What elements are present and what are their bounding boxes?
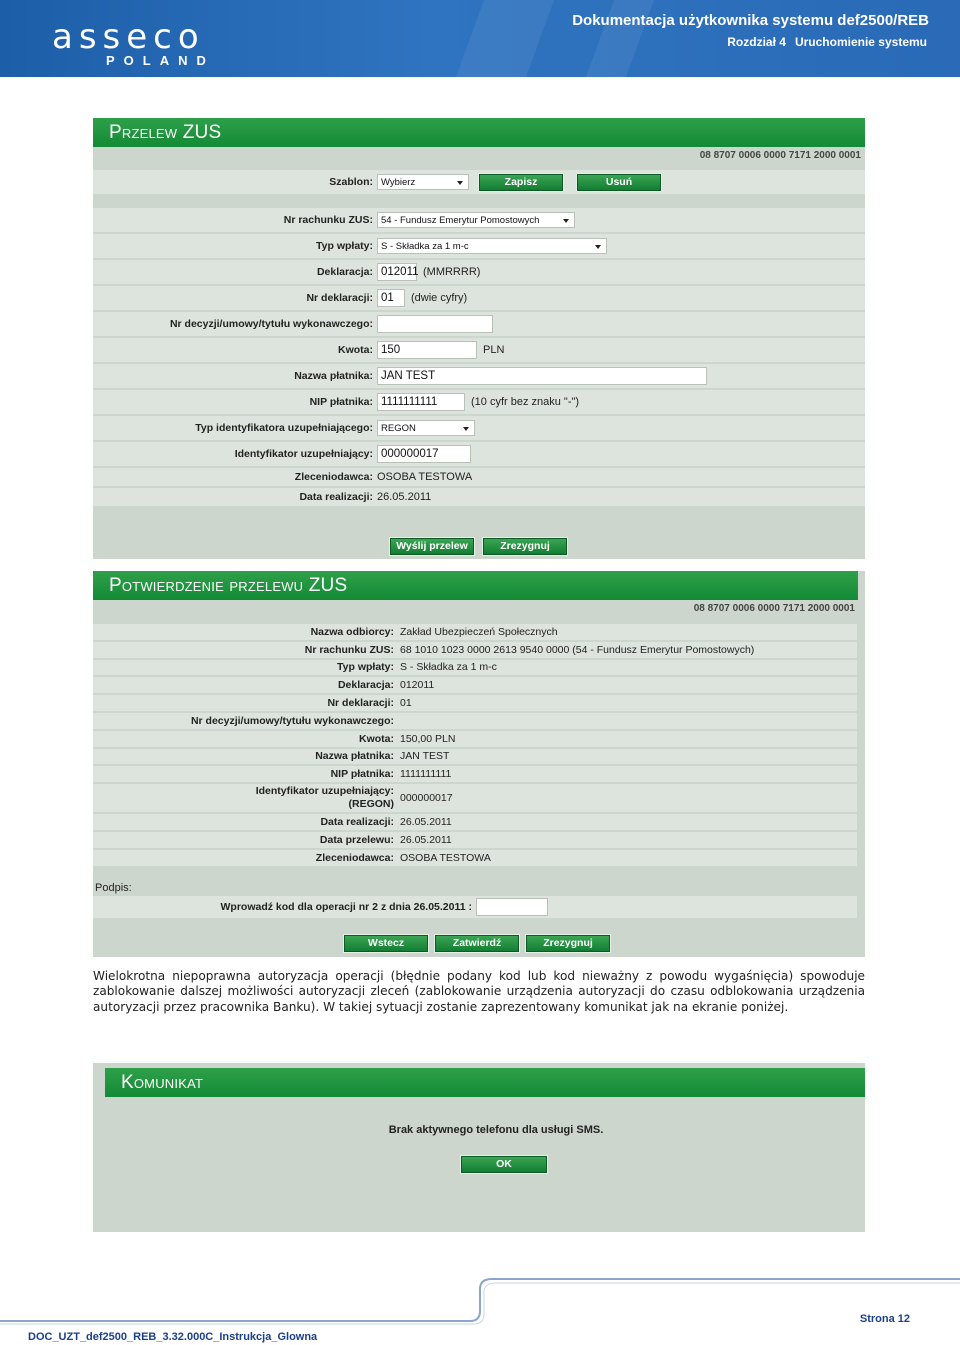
panel-title-text: Komunikat: [121, 1072, 204, 1093]
confirm-row-label: Typ wpłaty:: [337, 661, 394, 674]
cancel-transfer-button[interactable]: Zrezygnuj: [483, 538, 567, 555]
confirm-row-label: Nazwa płatnika:: [315, 750, 394, 763]
declaration-label: Deklaracja:: [316, 266, 373, 278]
decision-no-label: Nr decyzji/umowy/tytułu wykonawczego:: [169, 318, 373, 330]
confirm-row-value: 000000017: [400, 792, 453, 805]
panel-title: [93, 118, 865, 147]
asseco-logo: asseco: [52, 17, 205, 57]
cancel-confirm-button[interactable]: Zrezygnuj: [526, 935, 610, 952]
confirm-row: [93, 850, 857, 868]
confirm-row-value: 26.05.2011: [400, 833, 452, 846]
declaration-row: [93, 260, 865, 286]
document-header: [0, 0, 960, 77]
payer-name-label: Nazwa płatnika:: [294, 370, 373, 382]
payer-nip-label: NIP płatnika:: [309, 396, 373, 408]
back-button[interactable]: Wstecz: [344, 935, 428, 952]
message-text: Brak aktywnego telefonu dla usługi SMS.: [388, 1124, 604, 1136]
confirm-actions: [344, 935, 610, 952]
confirm-row-label: Deklaracja:: [337, 679, 394, 692]
supp-id-type-select[interactable]: REGON: [377, 420, 475, 436]
confirm-row: [93, 642, 857, 660]
template-label: Szablon:: [329, 176, 373, 188]
panel-title-text: Przelew ZUS: [109, 122, 222, 143]
confirm-row: [93, 731, 857, 749]
confirm-transfer-panel: [93, 571, 865, 957]
account-number: 08 8707 0006 0000 7171 2000 0001: [699, 150, 861, 161]
confirm-row: [93, 660, 857, 678]
confirm-row-label: Nr rachunku ZUS:: [304, 643, 394, 656]
declaration-no-hint: (dwie cyfry): [411, 292, 468, 304]
amount-label: Kwota:: [338, 344, 373, 356]
transfer-actions: [390, 538, 567, 555]
chapter-title: Uruchomienie systemu: [794, 35, 927, 49]
code-row: [93, 896, 857, 918]
supp-id-type-label: Typ identyfikatora uzupełniającego:: [195, 422, 373, 434]
account-zus-row: [93, 208, 865, 234]
confirm-row-value: JAN TEST: [400, 750, 450, 763]
confirm-row-value: 68 1010 1023 0000 2613 9540 0000 (54 - Fundusz Emerytur Pomostowych): [400, 643, 755, 656]
supp-id-input[interactable]: 000000017: [377, 445, 471, 463]
amount-row: [93, 338, 865, 364]
confirm-row: [93, 624, 857, 642]
supp-id-label: Identyfikator uzupełniający:: [234, 448, 373, 460]
account-number: 08 8707 0006 0000 7171 2000 0001: [693, 603, 855, 614]
page-number: Strona 12: [859, 1313, 910, 1325]
save-template-button[interactable]: Zapisz: [479, 174, 563, 191]
confirm-row-value: 150,00 PLN: [400, 732, 456, 745]
confirm-row-label: Nr deklaracji:: [327, 697, 394, 710]
amount-currency: PLN: [483, 344, 505, 356]
supp-id-row: [93, 442, 865, 468]
panel-title-text: Potwierdzenie przelewu ZUS: [109, 575, 348, 596]
header-decoration: [456, 0, 554, 77]
supp-id-type-row: [93, 416, 865, 442]
payment-type-select[interactable]: S - Składka za 1 m-c: [377, 238, 607, 254]
document-title: Dokumentacja użytkownika systemu def2500/REB: [572, 12, 929, 29]
confirm-row: [93, 695, 857, 713]
account-zus-select[interactable]: 54 - Fundusz Emerytur Pomostowych: [377, 212, 575, 228]
decision-no-input[interactable]: [377, 315, 493, 333]
declaration-no-row: [93, 286, 865, 312]
declaration-hint: (MMRRRR): [423, 266, 481, 278]
footer-decoration: [0, 1275, 960, 1335]
delete-template-button[interactable]: Usuń: [577, 174, 661, 191]
confirm-row: [93, 766, 857, 784]
decision-no-row: [93, 312, 865, 338]
confirm-button[interactable]: Zatwierdź: [435, 935, 519, 952]
payer-name-row: [93, 364, 865, 390]
amount-input[interactable]: 150: [377, 341, 477, 359]
panel-title: [93, 571, 858, 600]
confirm-row-value: S - Składka za 1 m-c: [400, 661, 497, 674]
chapter-info: [727, 35, 927, 49]
payer-nip-row: [93, 390, 865, 416]
confirm-row-value: OSOBA TESTOWA: [400, 851, 491, 864]
template-select[interactable]: Wybierz: [377, 174, 469, 190]
confirm-row-value: Zakład Ubezpieczeń Społecznych: [400, 625, 558, 638]
confirm-row: [93, 713, 857, 731]
confirm-rows: [93, 624, 857, 868]
confirm-row: [93, 749, 857, 767]
confirm-row: [93, 814, 857, 832]
document-id: DOC_UZT_def2500_REB_3.32.000C_Instrukcja_Glowna: [28, 1331, 318, 1343]
transfer-zus-panel: [93, 118, 865, 559]
orderer-row: [93, 468, 865, 488]
payment-type-label: Typ wpłaty:: [316, 240, 373, 252]
declaration-no-label: Nr deklaracji:: [306, 292, 373, 304]
confirm-row-label: Nr decyzji/umowy/tytułu wykonawczego:: [190, 714, 394, 727]
confirm-row: [93, 832, 857, 850]
asseco-logo-sub: POLAND: [106, 53, 215, 68]
payment-type-row: [93, 234, 865, 260]
confirm-row-value: 1111111111: [400, 768, 452, 781]
confirm-row-value: 012011: [400, 679, 435, 692]
confirm-row-value: 01: [400, 697, 412, 710]
confirm-row-label: Identyfikator uzupełniający: (REGON): [255, 785, 394, 811]
confirm-row-label: Zleceniodawca:: [315, 851, 394, 864]
declaration-input[interactable]: 012011: [377, 263, 417, 281]
confirm-row-label: Kwota:: [359, 732, 394, 745]
orderer-value: OSOBA TESTOWA: [377, 471, 473, 483]
orderer-label: Zleceniodawca:: [294, 471, 373, 483]
panel-title: [105, 1068, 865, 1097]
confirm-row-label: NIP płatnika:: [330, 768, 394, 781]
exec-date-row: [93, 488, 865, 508]
ok-button[interactable]: OK: [461, 1156, 547, 1173]
code-label: Wprowadź kod dla operacji nr 2 z dnia 26.05.2011 :: [220, 901, 472, 913]
confirm-row: [93, 677, 857, 695]
payer-nip-input[interactable]: 1111111111: [377, 393, 465, 411]
exec-date-value: 26.05.2011: [377, 491, 432, 503]
chapter-number: Rozdział 4: [727, 35, 786, 49]
signature-label: Podpis:: [95, 882, 132, 894]
body-paragraph: Wielokrotna niepoprawna autoryzacja operacji (błędnie podany kod lub kod nieważny z powodu wygaśnięcia) spowoduje zablokowanie dalszej możliwości autoryzacji zleceń (zablokowanie urządzenia autoryzacji do czasu odblokowania urządzenia autoryzacji przez pracownika Banku). W takiej sytuacji zostanie zaprezentowany komunikat jak na ekranie poniżej.: [93, 969, 865, 1014]
payer-name-input[interactable]: JAN TEST: [377, 367, 707, 385]
message-panel: [93, 1063, 865, 1232]
template-row: [93, 170, 865, 196]
confirm-row-label: Nazwa odbiorcy:: [310, 625, 394, 638]
account-zus-label: Nr rachunku ZUS:: [283, 214, 373, 226]
payer-nip-hint: (10 cyfr bez znaku "-"): [471, 396, 580, 408]
send-transfer-button[interactable]: Wyślij przelew: [390, 538, 474, 555]
confirm-row-label: Data przelewu:: [319, 833, 394, 846]
exec-date-label: Data realizacji:: [299, 491, 373, 503]
confirm-row: [93, 784, 857, 814]
code-input[interactable]: [476, 898, 548, 916]
confirm-row-value: 26.05.2011: [400, 816, 452, 829]
confirm-row-label: Data realizacji:: [320, 816, 394, 829]
declaration-no-input[interactable]: 01: [377, 289, 405, 307]
